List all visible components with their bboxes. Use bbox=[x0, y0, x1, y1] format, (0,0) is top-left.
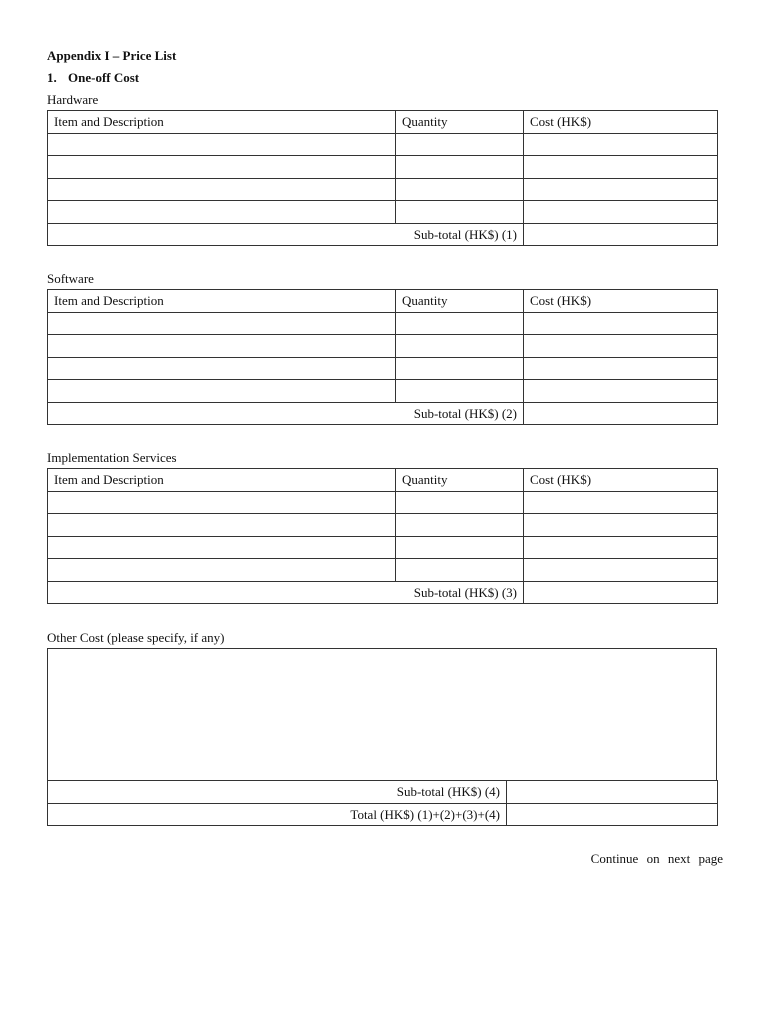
other-cost-input-area[interactable] bbox=[47, 648, 717, 781]
item-cell[interactable] bbox=[48, 536, 396, 559]
table-header-row bbox=[48, 290, 718, 313]
table-row bbox=[48, 491, 718, 514]
table-row bbox=[48, 133, 718, 156]
quantity-cell[interactable] bbox=[396, 312, 524, 335]
cost-cell[interactable] bbox=[524, 536, 718, 559]
other-cost-heading: Other Cost (please specify, if any) bbox=[47, 630, 225, 645]
quantity-cell[interactable] bbox=[396, 380, 524, 403]
totals-table bbox=[47, 780, 718, 826]
subtotal-value-cell[interactable] bbox=[524, 402, 718, 425]
item-cell[interactable] bbox=[48, 335, 396, 358]
column-header-item: Item and Description bbox=[48, 290, 396, 313]
table-row bbox=[48, 514, 718, 537]
item-cell[interactable] bbox=[48, 380, 396, 403]
total-row bbox=[48, 803, 718, 826]
column-header-cost: Cost (HK$) bbox=[524, 111, 718, 134]
subtotal-row bbox=[48, 223, 718, 246]
column-header-quantity: Quantity bbox=[396, 290, 524, 313]
table-header-row bbox=[48, 469, 718, 492]
item-cell[interactable] bbox=[48, 514, 396, 537]
table-row bbox=[48, 156, 718, 179]
quantity-cell[interactable] bbox=[396, 156, 524, 179]
software-table bbox=[47, 289, 718, 425]
column-header-cost: Cost (HK$) bbox=[524, 290, 718, 313]
section-number: 1. bbox=[47, 70, 57, 85]
column-header-item: Item and Description bbox=[48, 469, 396, 492]
quantity-cell[interactable] bbox=[396, 357, 524, 380]
table-row bbox=[48, 380, 718, 403]
column-header-cost: Cost (HK$) bbox=[524, 469, 718, 492]
subtotal-label: Sub-total (HK$) (3) bbox=[48, 581, 524, 604]
quantity-cell[interactable] bbox=[396, 536, 524, 559]
table-row bbox=[48, 335, 718, 358]
cost-cell[interactable] bbox=[524, 335, 718, 358]
table-row bbox=[48, 559, 718, 582]
cost-cell[interactable] bbox=[524, 357, 718, 380]
item-cell[interactable] bbox=[48, 357, 396, 380]
cost-cell[interactable] bbox=[524, 201, 718, 224]
total-label: Total (HK$) (1)+(2)+(3)+(4) bbox=[48, 803, 507, 826]
item-cell[interactable] bbox=[48, 133, 396, 156]
item-cell[interactable] bbox=[48, 312, 396, 335]
table-row bbox=[48, 357, 718, 380]
subtotal-row bbox=[48, 581, 718, 604]
subtotal-row bbox=[48, 781, 718, 804]
subtotal-label: Sub-total (HK$) (1) bbox=[48, 223, 524, 246]
subtotal-value-cell[interactable] bbox=[524, 581, 718, 604]
column-header-item: Item and Description bbox=[48, 111, 396, 134]
subtotal-label: Sub-total (HK$) (2) bbox=[48, 402, 524, 425]
item-cell[interactable] bbox=[48, 178, 396, 201]
cost-cell[interactable] bbox=[524, 491, 718, 514]
hardware-table bbox=[47, 110, 718, 246]
cost-cell[interactable] bbox=[524, 156, 718, 179]
cost-cell[interactable] bbox=[524, 559, 718, 582]
table-row bbox=[48, 201, 718, 224]
section-title: One-off Cost bbox=[68, 70, 140, 85]
appendix-title: Appendix I – Price List bbox=[47, 48, 177, 63]
subtotal-value-cell[interactable] bbox=[507, 781, 718, 804]
quantity-cell[interactable] bbox=[396, 201, 524, 224]
quantity-cell[interactable] bbox=[396, 178, 524, 201]
quantity-cell[interactable] bbox=[396, 491, 524, 514]
column-header-quantity: Quantity bbox=[396, 111, 524, 134]
item-cell[interactable] bbox=[48, 559, 396, 582]
table-row bbox=[48, 536, 718, 559]
subtotal-row bbox=[48, 402, 718, 425]
item-cell[interactable] bbox=[48, 491, 396, 514]
cost-cell[interactable] bbox=[524, 178, 718, 201]
quantity-cell[interactable] bbox=[396, 133, 524, 156]
quantity-cell[interactable] bbox=[396, 514, 524, 537]
subtotal-label: Sub-total (HK$) (4) bbox=[48, 781, 507, 804]
services-heading: Implementation Services bbox=[47, 450, 177, 465]
table-row bbox=[48, 178, 718, 201]
cost-cell[interactable] bbox=[524, 312, 718, 335]
cost-cell[interactable] bbox=[524, 514, 718, 537]
cost-cell[interactable] bbox=[524, 133, 718, 156]
table-header-row bbox=[48, 111, 718, 134]
quantity-cell[interactable] bbox=[396, 559, 524, 582]
services-table bbox=[47, 468, 718, 604]
hardware-heading: Hardware bbox=[47, 92, 99, 107]
quantity-cell[interactable] bbox=[396, 335, 524, 358]
column-header-quantity: Quantity bbox=[396, 469, 524, 492]
item-cell[interactable] bbox=[48, 156, 396, 179]
item-cell[interactable] bbox=[48, 201, 396, 224]
section-heading bbox=[47, 70, 139, 86]
software-heading: Software bbox=[47, 271, 94, 286]
cost-cell[interactable] bbox=[524, 380, 718, 403]
total-value-cell[interactable] bbox=[507, 803, 718, 826]
subtotal-value-cell[interactable] bbox=[524, 223, 718, 246]
continue-note: Continue on next page bbox=[590, 851, 723, 866]
table-row bbox=[48, 312, 718, 335]
